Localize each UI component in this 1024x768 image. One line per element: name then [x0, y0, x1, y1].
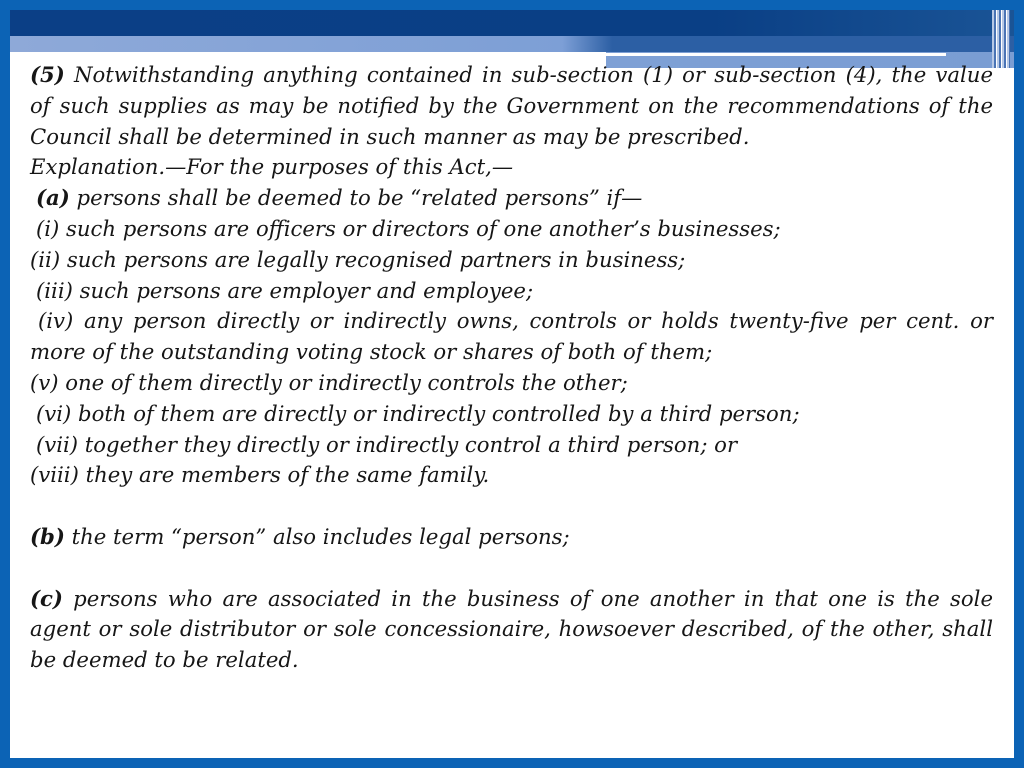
clause-c-text: persons who are associated in the business of one another in that one is the sole agent or sole distributor or sole concessionaire, howsoever described, of the other, shall be deemed to be related.	[30, 585, 993, 673]
clause-c-marker: (c)	[30, 585, 63, 611]
clause-a-marker: (a)	[36, 185, 70, 211]
slide	[10, 10, 1014, 758]
list-item-iv: (iv) any person directly or indirectly owns, controls or holds twenty-five per cent. or more of the outstanding voting stock or shares of both of them;	[30, 308, 993, 365]
list-item-vi: (vi) both of them are directly or indirectly controlled by a third person;	[36, 400, 800, 426]
list-item-v: (v) one of them directly or indirectly controls the other;	[30, 369, 628, 395]
paragraph-5-marker: (5)	[30, 62, 65, 87]
clause-a-text: persons shall be deemed to be “related persons” if—	[69, 185, 643, 211]
clause-b-text: the term “person” also includes legal persons;	[64, 523, 570, 549]
paragraph-5	[30, 60, 993, 152]
paragraph-5-text: Notwithstanding anything contained in sub-section (1) or sub-section (4), the value of such supplies as may be notified by the Government on the recommendations of the Council shall be determined in such manner as may be prescribed.	[30, 62, 993, 149]
spacer	[30, 553, 993, 584]
clause-b	[30, 522, 993, 553]
list-item-viii: (viii) they are members of the same family.	[30, 462, 490, 488]
header-band-light	[10, 36, 1014, 52]
header-stripes	[992, 10, 1010, 68]
clause-a	[30, 183, 993, 214]
clause-b-marker: (b)	[30, 523, 65, 549]
slide-body	[30, 60, 993, 676]
list-item-vii: (vii) together they directly or indirectly control a third person; or	[36, 431, 738, 457]
explanation-line: Explanation.—For the purposes of this Act,—	[30, 154, 514, 180]
list-item-i: (i) such persons are officers or directors of one another’s businesses;	[36, 215, 781, 241]
list-item-iii: (iii) such persons are employer and employee;	[36, 277, 534, 303]
list-item-ii: (ii) such persons are legally recognised partners in business;	[30, 246, 686, 272]
clause-c	[30, 584, 993, 676]
header-accent-line	[606, 53, 946, 56]
spacer	[30, 491, 993, 522]
header-band-dark	[10, 10, 1014, 36]
